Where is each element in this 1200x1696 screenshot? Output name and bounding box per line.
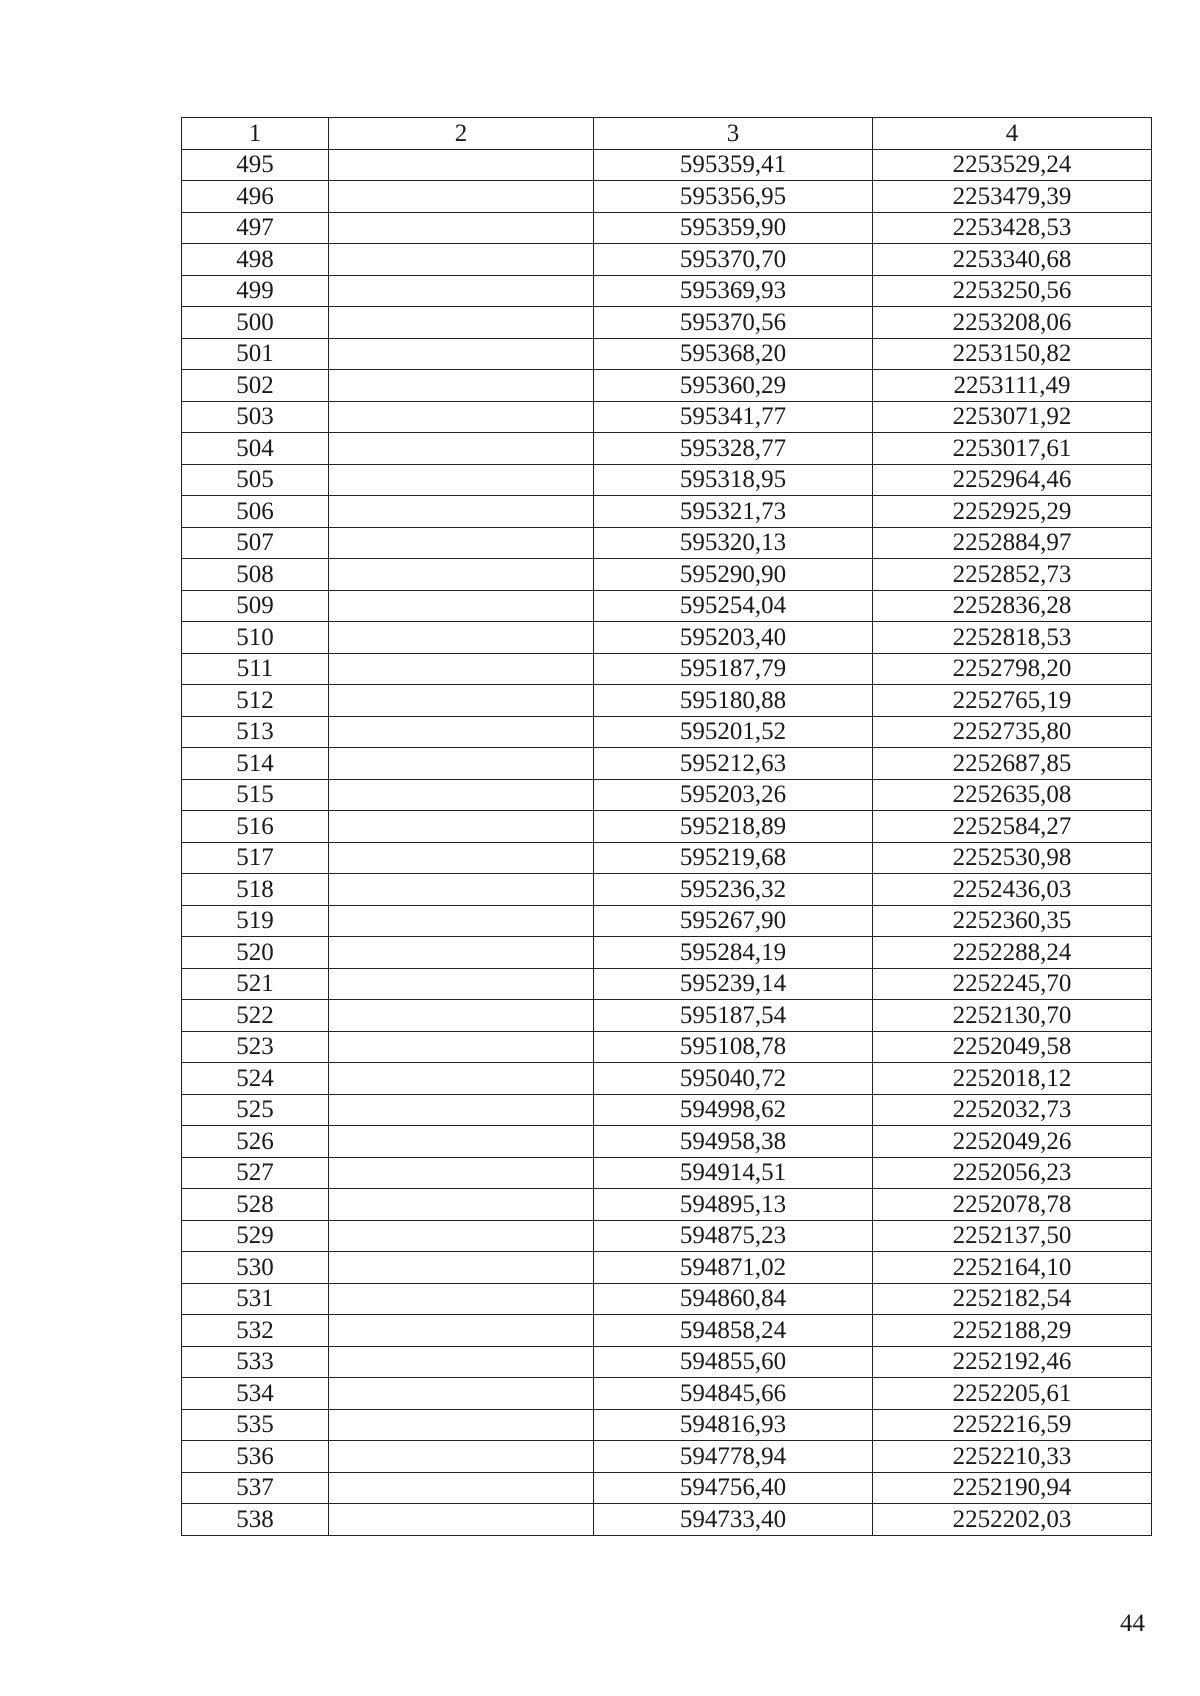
- y-coordinate-cell: 2253071,92: [873, 401, 1152, 433]
- x-coordinate-cell: 595236,32: [594, 874, 873, 906]
- y-coordinate-cell: 2252964,46: [873, 464, 1152, 496]
- point-number-cell: 528: [182, 1189, 329, 1221]
- x-coordinate-cell: 594845,66: [594, 1378, 873, 1410]
- x-coordinate-cell: 595360,29: [594, 370, 873, 402]
- table-row: [182, 1094, 1152, 1126]
- point-number-cell: 523: [182, 1031, 329, 1063]
- table-row: [182, 212, 1152, 244]
- table-header-row: [182, 118, 1152, 150]
- description-cell: [329, 307, 594, 339]
- point-number-cell: 513: [182, 716, 329, 748]
- description-cell: [329, 748, 594, 780]
- page-number: 44: [1120, 1610, 1145, 1637]
- y-coordinate-cell: 2252205,61: [873, 1378, 1152, 1410]
- point-number-cell: 515: [182, 779, 329, 811]
- description-cell: [329, 590, 594, 622]
- point-number-cell: 524: [182, 1063, 329, 1095]
- x-coordinate-cell: 594858,24: [594, 1315, 873, 1347]
- x-coordinate-cell: 594756,40: [594, 1472, 873, 1504]
- table-row: [182, 842, 1152, 874]
- description-cell: [329, 1126, 594, 1158]
- description-cell: [329, 622, 594, 654]
- description-cell: [329, 370, 594, 402]
- description-cell: [329, 1189, 594, 1221]
- point-number-cell: 533: [182, 1346, 329, 1378]
- x-coordinate-cell: 594816,93: [594, 1409, 873, 1441]
- point-number-cell: 509: [182, 590, 329, 622]
- description-cell: [329, 779, 594, 811]
- point-number-cell: 502: [182, 370, 329, 402]
- y-coordinate-cell: 2252530,98: [873, 842, 1152, 874]
- description-cell: [329, 937, 594, 969]
- x-coordinate-cell: 595187,54: [594, 1000, 873, 1032]
- point-number-cell: 505: [182, 464, 329, 496]
- table-row: [182, 905, 1152, 937]
- point-number-cell: 520: [182, 937, 329, 969]
- x-coordinate-cell: 594733,40: [594, 1504, 873, 1536]
- x-coordinate-cell: 595328,77: [594, 433, 873, 465]
- table-row: [182, 685, 1152, 717]
- description-cell: [329, 1252, 594, 1284]
- description-cell: [329, 464, 594, 496]
- y-coordinate-cell: 2252925,29: [873, 496, 1152, 528]
- point-number-cell: 519: [182, 905, 329, 937]
- x-coordinate-cell: 595320,13: [594, 527, 873, 559]
- point-number-cell: 525: [182, 1094, 329, 1126]
- x-coordinate-cell: 594778,94: [594, 1441, 873, 1473]
- description-cell: [329, 149, 594, 181]
- table-row: [182, 622, 1152, 654]
- y-coordinate-cell: 2253250,56: [873, 275, 1152, 307]
- description-cell: [329, 1000, 594, 1032]
- y-coordinate-cell: 2252288,24: [873, 937, 1152, 969]
- y-coordinate-cell: 2252032,73: [873, 1094, 1152, 1126]
- x-coordinate-cell: 595318,95: [594, 464, 873, 496]
- description-cell: [329, 1094, 594, 1126]
- x-coordinate-cell: 595040,72: [594, 1063, 873, 1095]
- x-coordinate-cell: 595108,78: [594, 1031, 873, 1063]
- table-row: [182, 1063, 1152, 1095]
- point-number-cell: 496: [182, 181, 329, 213]
- y-coordinate-cell: 2252202,03: [873, 1504, 1152, 1536]
- y-coordinate-cell: 2252884,97: [873, 527, 1152, 559]
- column-header-3: 3: [594, 118, 873, 150]
- y-coordinate-cell: 2252836,28: [873, 590, 1152, 622]
- y-coordinate-cell: 2252798,20: [873, 653, 1152, 685]
- point-number-cell: 521: [182, 968, 329, 1000]
- table-row: [182, 433, 1152, 465]
- point-number-cell: 500: [182, 307, 329, 339]
- table-row: [182, 401, 1152, 433]
- description-cell: [329, 181, 594, 213]
- description-cell: [329, 244, 594, 276]
- description-cell: [329, 811, 594, 843]
- x-coordinate-cell: 595203,40: [594, 622, 873, 654]
- point-number-cell: 531: [182, 1283, 329, 1315]
- y-coordinate-cell: 2252078,78: [873, 1189, 1152, 1221]
- x-coordinate-cell: 595218,89: [594, 811, 873, 843]
- table-row: [182, 716, 1152, 748]
- description-cell: [329, 1220, 594, 1252]
- x-coordinate-cell: 595201,52: [594, 716, 873, 748]
- point-number-cell: 497: [182, 212, 329, 244]
- x-coordinate-cell: 594855,60: [594, 1346, 873, 1378]
- y-coordinate-cell: 2252360,35: [873, 905, 1152, 937]
- x-coordinate-cell: 595203,26: [594, 779, 873, 811]
- point-number-cell: 506: [182, 496, 329, 528]
- table-row: [182, 307, 1152, 339]
- x-coordinate-cell: 595370,56: [594, 307, 873, 339]
- description-cell: [329, 1283, 594, 1315]
- x-coordinate-cell: 595219,68: [594, 842, 873, 874]
- point-number-cell: 530: [182, 1252, 329, 1284]
- description-cell: [329, 1441, 594, 1473]
- point-number-cell: 512: [182, 685, 329, 717]
- point-number-cell: 534: [182, 1378, 329, 1410]
- table-row: [182, 275, 1152, 307]
- y-coordinate-cell: 2253208,06: [873, 307, 1152, 339]
- y-coordinate-cell: 2252049,26: [873, 1126, 1152, 1158]
- point-number-cell: 499: [182, 275, 329, 307]
- x-coordinate-cell: 595284,19: [594, 937, 873, 969]
- point-number-cell: 503: [182, 401, 329, 433]
- table-row: [182, 181, 1152, 213]
- x-coordinate-cell: 594871,02: [594, 1252, 873, 1284]
- table-row: [182, 779, 1152, 811]
- x-coordinate-cell: 594895,13: [594, 1189, 873, 1221]
- table-row: [182, 559, 1152, 591]
- table-row: [182, 527, 1152, 559]
- table-row: [182, 338, 1152, 370]
- y-coordinate-cell: 2253111,49: [873, 370, 1152, 402]
- x-coordinate-cell: 595180,88: [594, 685, 873, 717]
- y-coordinate-cell: 2252130,70: [873, 1000, 1152, 1032]
- table-row: [182, 149, 1152, 181]
- description-cell: [329, 559, 594, 591]
- point-number-cell: 526: [182, 1126, 329, 1158]
- description-cell: [329, 212, 594, 244]
- y-coordinate-cell: 2252635,08: [873, 779, 1152, 811]
- description-cell: [329, 1409, 594, 1441]
- description-cell: [329, 338, 594, 370]
- x-coordinate-cell: 595239,14: [594, 968, 873, 1000]
- point-number-cell: 532: [182, 1315, 329, 1347]
- y-coordinate-cell: 2253017,61: [873, 433, 1152, 465]
- x-coordinate-cell: 595290,90: [594, 559, 873, 591]
- table-row: [182, 1252, 1152, 1284]
- x-coordinate-cell: 595341,77: [594, 401, 873, 433]
- x-coordinate-cell: 595212,63: [594, 748, 873, 780]
- point-number-cell: 517: [182, 842, 329, 874]
- x-coordinate-cell: 595370,70: [594, 244, 873, 276]
- y-coordinate-cell: 2252137,50: [873, 1220, 1152, 1252]
- table-row: [182, 1157, 1152, 1189]
- y-coordinate-cell: 2252192,46: [873, 1346, 1152, 1378]
- description-cell: [329, 716, 594, 748]
- x-coordinate-cell: 595359,90: [594, 212, 873, 244]
- table-row: [182, 496, 1152, 528]
- x-coordinate-cell: 594860,84: [594, 1283, 873, 1315]
- table-row: [182, 244, 1152, 276]
- table-row: [182, 590, 1152, 622]
- table-row: [182, 1189, 1152, 1221]
- description-cell: [329, 401, 594, 433]
- point-number-cell: 504: [182, 433, 329, 465]
- table-row: [182, 1220, 1152, 1252]
- point-number-cell: 508: [182, 559, 329, 591]
- y-coordinate-cell: 2252216,59: [873, 1409, 1152, 1441]
- description-cell: [329, 905, 594, 937]
- description-cell: [329, 842, 594, 874]
- point-number-cell: 538: [182, 1504, 329, 1536]
- table-row: [182, 748, 1152, 780]
- description-cell: [329, 496, 594, 528]
- y-coordinate-cell: 2252056,23: [873, 1157, 1152, 1189]
- y-coordinate-cell: 2252188,29: [873, 1315, 1152, 1347]
- y-coordinate-cell: 2252245,70: [873, 968, 1152, 1000]
- y-coordinate-cell: 2253150,82: [873, 338, 1152, 370]
- description-cell: [329, 685, 594, 717]
- table-row: [182, 1441, 1152, 1473]
- table-row: [182, 937, 1152, 969]
- x-coordinate-cell: 595369,93: [594, 275, 873, 307]
- y-coordinate-cell: 2252049,58: [873, 1031, 1152, 1063]
- point-number-cell: 537: [182, 1472, 329, 1504]
- y-coordinate-cell: 2252852,73: [873, 559, 1152, 591]
- x-coordinate-cell: 595356,95: [594, 181, 873, 213]
- y-coordinate-cell: 2252584,27: [873, 811, 1152, 843]
- y-coordinate-cell: 2252182,54: [873, 1283, 1152, 1315]
- description-cell: [329, 433, 594, 465]
- x-coordinate-cell: 594998,62: [594, 1094, 873, 1126]
- y-coordinate-cell: 2253479,39: [873, 181, 1152, 213]
- x-coordinate-cell: 595254,04: [594, 590, 873, 622]
- table-row: [182, 1504, 1152, 1536]
- table-row: [182, 370, 1152, 402]
- table-row: [182, 1409, 1152, 1441]
- y-coordinate-cell: 2252735,80: [873, 716, 1152, 748]
- table-row: [182, 968, 1152, 1000]
- description-cell: [329, 1063, 594, 1095]
- y-coordinate-cell: 2253529,24: [873, 149, 1152, 181]
- table-row: [182, 874, 1152, 906]
- y-coordinate-cell: 2253428,53: [873, 212, 1152, 244]
- x-coordinate-cell: 595267,90: [594, 905, 873, 937]
- description-cell: [329, 1315, 594, 1347]
- x-coordinate-cell: 595321,73: [594, 496, 873, 528]
- table-row: [182, 1000, 1152, 1032]
- point-number-cell: 514: [182, 748, 329, 780]
- description-cell: [329, 1504, 594, 1536]
- y-coordinate-cell: 2252210,33: [873, 1441, 1152, 1473]
- table-row: [182, 1315, 1152, 1347]
- point-number-cell: 511: [182, 653, 329, 685]
- x-coordinate-cell: 594958,38: [594, 1126, 873, 1158]
- description-cell: [329, 527, 594, 559]
- table-row: [182, 464, 1152, 496]
- column-header-1: 1: [182, 118, 329, 150]
- point-number-cell: 536: [182, 1441, 329, 1473]
- y-coordinate-cell: 2253340,68: [873, 244, 1152, 276]
- point-number-cell: 498: [182, 244, 329, 276]
- description-cell: [329, 653, 594, 685]
- x-coordinate-cell: 595187,79: [594, 653, 873, 685]
- table-row: [182, 811, 1152, 843]
- x-coordinate-cell: 594914,51: [594, 1157, 873, 1189]
- description-cell: [329, 1157, 594, 1189]
- description-cell: [329, 1346, 594, 1378]
- point-number-cell: 527: [182, 1157, 329, 1189]
- x-coordinate-cell: 595368,20: [594, 338, 873, 370]
- y-coordinate-cell: 2252687,85: [873, 748, 1152, 780]
- point-number-cell: 495: [182, 149, 329, 181]
- point-number-cell: 529: [182, 1220, 329, 1252]
- y-coordinate-cell: 2252765,19: [873, 685, 1152, 717]
- table-body: [182, 149, 1152, 1535]
- description-cell: [329, 874, 594, 906]
- table-row: [182, 1283, 1152, 1315]
- point-number-cell: 510: [182, 622, 329, 654]
- point-number-cell: 501: [182, 338, 329, 370]
- y-coordinate-cell: 2252436,03: [873, 874, 1152, 906]
- y-coordinate-cell: 2252164,10: [873, 1252, 1152, 1284]
- point-number-cell: 516: [182, 811, 329, 843]
- point-number-cell: 518: [182, 874, 329, 906]
- table-row: [182, 653, 1152, 685]
- table-row: [182, 1378, 1152, 1410]
- table-row: [182, 1126, 1152, 1158]
- y-coordinate-cell: 2252190,94: [873, 1472, 1152, 1504]
- table-row: [182, 1346, 1152, 1378]
- table-row: [182, 1031, 1152, 1063]
- description-cell: [329, 1378, 594, 1410]
- point-number-cell: 522: [182, 1000, 329, 1032]
- column-header-2: 2: [329, 118, 594, 150]
- description-cell: [329, 275, 594, 307]
- column-header-4: 4: [873, 118, 1152, 150]
- y-coordinate-cell: 2252018,12: [873, 1063, 1152, 1095]
- coordinate-table: [181, 117, 1152, 1536]
- description-cell: [329, 1031, 594, 1063]
- table-row: [182, 1472, 1152, 1504]
- point-number-cell: 507: [182, 527, 329, 559]
- description-cell: [329, 968, 594, 1000]
- x-coordinate-cell: 595359,41: [594, 149, 873, 181]
- y-coordinate-cell: 2252818,53: [873, 622, 1152, 654]
- point-number-cell: 535: [182, 1409, 329, 1441]
- description-cell: [329, 1472, 594, 1504]
- x-coordinate-cell: 594875,23: [594, 1220, 873, 1252]
